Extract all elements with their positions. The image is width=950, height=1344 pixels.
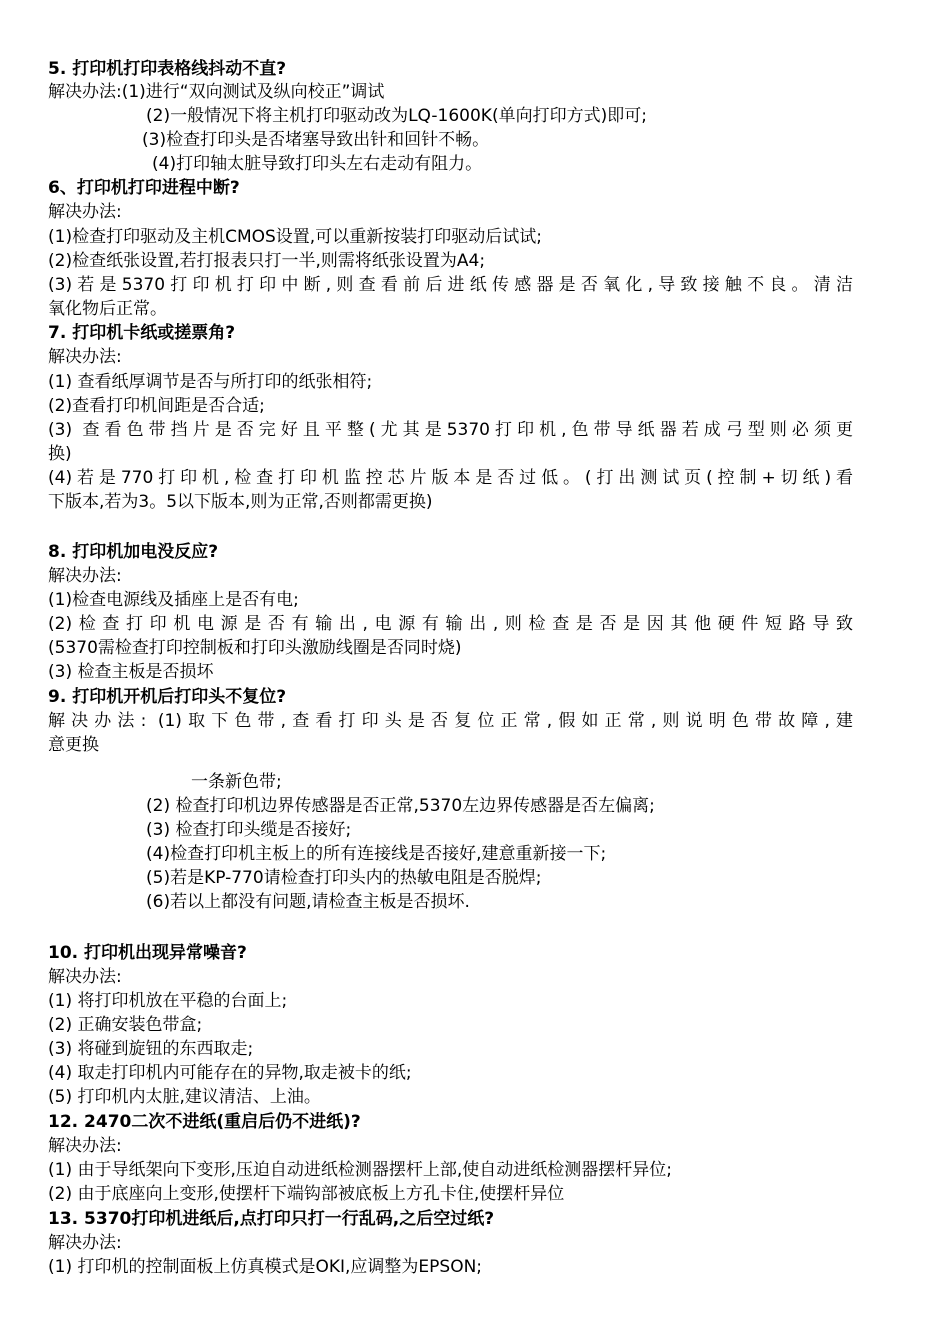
heading-5: 5. 打印机打印表格线抖动不直? <box>48 59 287 79</box>
text-line: (1)检查打印驱动及主机CMOS设置,可以重新按装打印驱动后试试; <box>48 227 542 247</box>
text-line: (2)检查纸张设置,若打报表只打一半,则需将纸张设置为A4; <box>48 251 486 271</box>
heading-7: 7. 打印机卡纸或搓票角? <box>48 323 236 343</box>
text-line: 一条新色带; <box>191 772 282 792</box>
text-line: (2) 检查打印机边界传感器是否正常,5370左边界传感器是否左偏离; <box>146 796 655 816</box>
text-line: (3) 查看色带挡片是否完好且平整(尤其是5370打印机,色带导纸器若成弓型则必须更 <box>48 420 853 440</box>
text-line: (2)查看打印机间距是否合适; <box>48 396 265 416</box>
text-line: (3) 检查打印头缆是否接好; <box>146 820 352 840</box>
text-line: (6)若以上都没有问题,请检查主板是否损坏. <box>146 892 470 912</box>
text-line: 解决办法: <box>48 566 122 586</box>
heading-6: 6、打印机打印进程中断? <box>48 178 240 198</box>
text-line: (3) 将碰到旋钮的东西取走; <box>48 1039 254 1059</box>
text-line: (1) 打印机的控制面板上仿真模式是OKI,应调整为EPSON; <box>48 1257 483 1277</box>
heading-9: 9. 打印机开机后打印头不复位? <box>48 687 287 707</box>
text-line: (1) 将打印机放在平稳的台面上; <box>48 991 288 1011</box>
text-line: 解决办法: <box>48 1233 122 1253</box>
text-line: 解决办法: <box>48 347 122 367</box>
text-line: (4)若是770打印机,检查打印机监控芯片版本是否过低。(打出测试页(控制+切纸)看 <box>48 468 853 488</box>
text-line: 换) <box>48 444 72 464</box>
text-line: 解决办法:(1)进行“双向测试及纵向校正”调试 <box>48 82 385 102</box>
text-line: 解决办法: <box>48 1136 122 1156</box>
text-line: (2) 正确安装色带盒; <box>48 1015 203 1035</box>
text-line: (2)检查打印机电源是否有输出,电源有输出,则检查是否是因其他硬件短路导致 <box>48 614 853 634</box>
text-line: (3) 检查主板是否损坏 <box>48 662 214 682</box>
text-line: (4)打印轴太脏导致打印头左右走动有阻力。 <box>152 154 483 174</box>
text-line: (1) 查看纸厚调节是否与所打印的纸张相符; <box>48 372 373 392</box>
text-line: 下版本,若为3。5以下版本,则为正常,否则都需更换) <box>48 492 433 512</box>
text-line: 解决办法: <box>48 202 122 222</box>
heading-13: 13. 5370打印机进纸后,点打印只打一行乱码,之后空过纸? <box>48 1209 495 1229</box>
text-line: (5370需检查打印控制板和打印头激励线圈是否同时烧) <box>48 638 462 658</box>
text-line: 解决办法: <box>48 967 122 987</box>
text-line: (1)检查电源线及插座上是否有电; <box>48 590 299 610</box>
text-line: (2) 由于底座向上变形,使摆杆下端钩部被底板上方孔卡住,使摆杆异位 <box>48 1184 565 1204</box>
text-line: (5)若是KP-770请检查打印头内的热敏电阻是否脱焊; <box>146 868 542 888</box>
text-line: (5) 打印机内太脏,建议清洁、上油。 <box>48 1087 321 1107</box>
text-line: (3)若是5370打印机打印中断,则查看前后进纸传感器是否氧化,导致接触不良。清洁 <box>48 275 853 295</box>
text-line: 解决办法: (1)取下色带,查看打印头是否复位正常,假如正常,则说明色带故障,建 <box>48 711 853 731</box>
heading-12: 12. 2470二次不进纸(重启后仍不进纸)? <box>48 1112 361 1132</box>
text-line: (4) 取走打印机内可能存在的异物,取走被卡的纸; <box>48 1063 412 1083</box>
text-line: (3)检查打印头是否堵塞导致出针和回针不畅。 <box>142 130 490 150</box>
text-line: (1) 由于导纸架向下变形,压迫自动进纸检测器摆杆上部,使自动进纸检测器摆杆异位; <box>48 1160 673 1180</box>
text-line: (2)一般情况下将主机打印驱动改为LQ-1600K(单向打印方式)即可; <box>146 106 647 126</box>
text-line: 意更换 <box>48 735 99 755</box>
text-line: (4)检查打印机主板上的所有连接线是否接好,建意重新接一下; <box>146 844 607 864</box>
text-line: 氧化物后正常。 <box>48 299 167 319</box>
heading-8: 8. 打印机加电没反应? <box>48 542 219 562</box>
heading-10: 10. 打印机出现异常噪音? <box>48 943 247 963</box>
